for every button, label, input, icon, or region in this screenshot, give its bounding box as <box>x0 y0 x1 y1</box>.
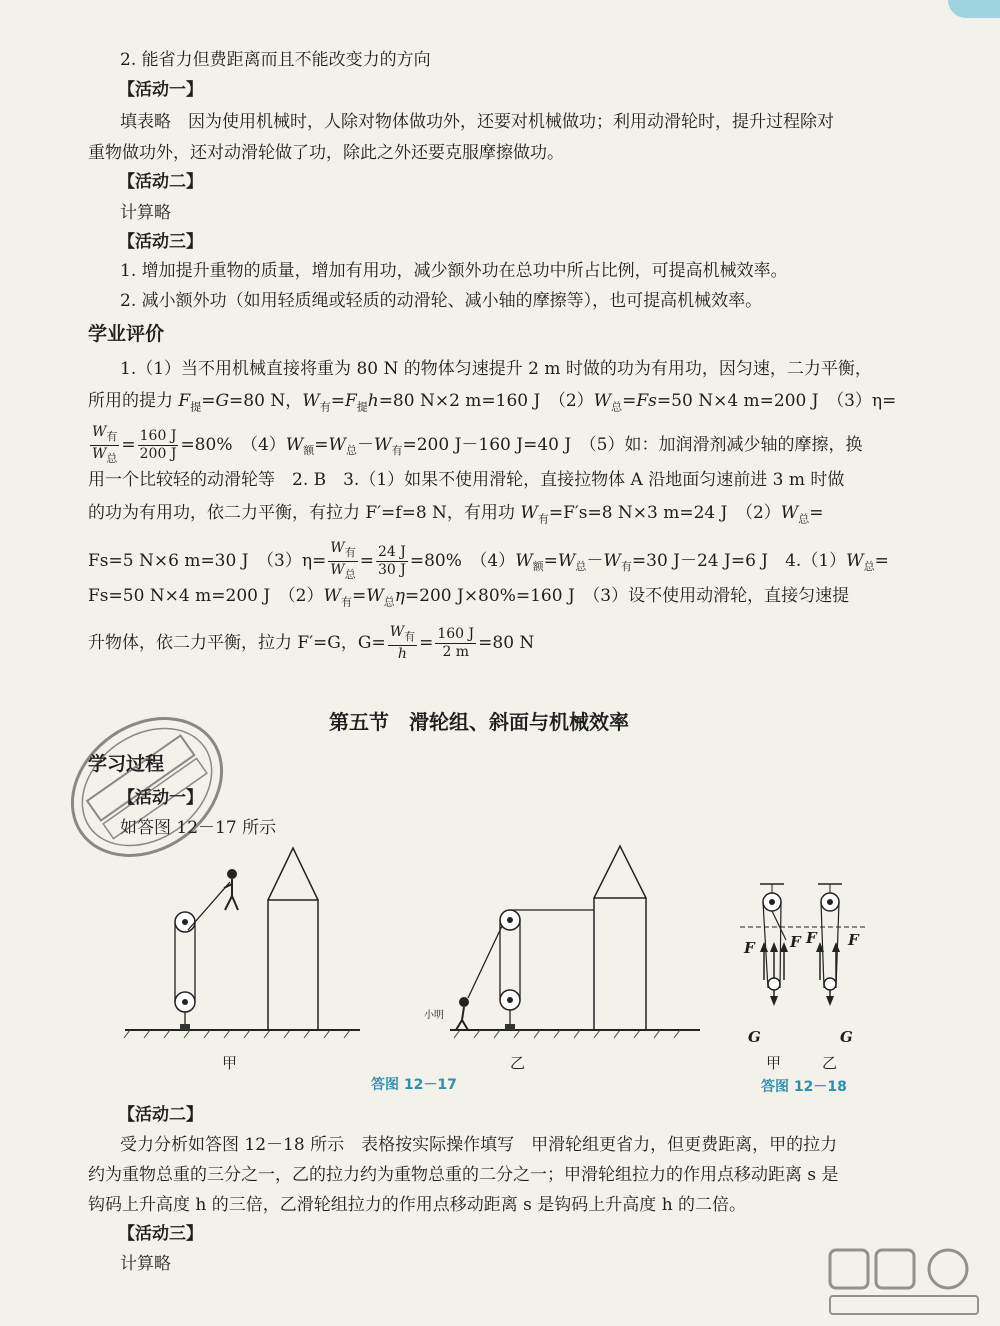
eval-l8-b: =80 N <box>478 632 535 653</box>
activity-1-line-1: 填表略 因为使用机械时，人除对物体做功外，还要对机械做功；利用动滑轮时，提升过程除对 <box>120 112 834 132</box>
eval-l7-a: Fs=50 N×4 m=200 J （2） <box>88 586 324 606</box>
page-corner-tab <box>948 0 1000 18</box>
section-activity-2-line-1: 受力分析如答图 12－18 所示 表格按实际操作填写 甲滑轮组更省力，但更费距离，甲的拉力 <box>120 1135 838 1155</box>
activity-2-heading: 【活动二】 <box>118 172 203 192</box>
section-activity-1-heading: 【活动一】 <box>118 788 203 808</box>
item-2-text: 2. 能省力但费距离而且不能改变力的方向 <box>120 50 431 70</box>
figure-12-18-label-jia: 甲 <box>766 1054 782 1072</box>
force-label-f-jia-right: F <box>790 933 801 951</box>
eval-l3-a: =80% （4） <box>180 434 286 455</box>
fraction-24-30: $\frac{24 J}{30 J}$ <box>377 543 406 578</box>
eval-line-4: 用一个比较轻的动滑轮等 2. B 3.（1）如果不使用滑轮，直接拉物体 A 沿地面匀速前进 3 m 时做 <box>88 470 845 490</box>
eval-l6-a: Fs=5 N×6 m=30 J （3）η= <box>88 550 327 571</box>
evaluation-heading: 学业评价 <box>88 323 165 345</box>
figure-label-xiaoming: 小明 <box>424 1010 444 1021</box>
eval-l7-b: =200 J×80%=160 J （3）设不使用动滑轮，直接匀速提 <box>404 586 850 606</box>
answer-site-watermark <box>824 1246 984 1320</box>
process-heading: 学习过程 <box>88 753 165 775</box>
section-activity-3-heading: 【活动三】 <box>118 1224 203 1244</box>
activity-3-item-2: 2. 减小额外功（如用轻质绳或轻质的动滑轮、减小轴的摩擦等），也可提高机械效率。 <box>120 291 763 311</box>
eval-l5-a: 的功为有用功，依二力平衡，有拉力 F′=f=8 N，有用功 <box>88 503 515 523</box>
figure-12-18-label-yi: 乙 <box>822 1054 838 1072</box>
gravity-label-g-yi: G <box>840 1028 853 1046</box>
fraction-160-2: $\frac{160 J}{2 m}$ <box>437 625 475 660</box>
eval-line-2: 所用的提力 $F_提=G=80$ N，$W_有=F_提h=80$ N×2 m=160 J $(2)W_总=Fs=50$ N×4 m=200 J （3）η= <box>88 391 897 414</box>
figure-label-jia: 甲 <box>222 1054 238 1072</box>
eval-l5-b: =F′s=8 N×3 m=24 J （2） <box>548 503 781 523</box>
eval-l2-b: =80 N， <box>229 391 303 411</box>
force-label-f-jia-left: F <box>744 939 755 957</box>
fraction-w-ratio-1: $\frac{W_有}{W_总}$ <box>92 424 118 465</box>
figure-label-yi: 乙 <box>510 1054 526 1072</box>
section-activity-2-line-3: 钩码上升高度 h 的三倍，乙滑轮组拉力的作用点移动距离 s 是钩码上升高度 h 的二倍。 <box>88 1195 747 1215</box>
eval-l8-a: 升物体，依二力平衡，拉力 F′=G，G= <box>88 632 386 653</box>
eval-line-7: Fs=50 N×4 m=200 J $(2)W_有=W_总\eta=200$ J×80%=160 J （3）设不使用动滑轮，直接匀速提 <box>88 586 850 609</box>
eval-line-1: 1.（1）当不用机械直接将重为 80 N 的物体匀速提升 2 m 时做的功为有用功，因匀速，二力平衡， <box>120 359 872 379</box>
figure-12-17-yi <box>440 840 700 1040</box>
force-label-f-yi-right: F <box>848 931 859 949</box>
section-activity-2-line-2: 约为重物总重的三分之一，乙的拉力约为重物总重的二分之一；甲滑轮组拉力的作用点移动距离 s 是 <box>88 1165 839 1185</box>
eval-line-3: $\frac{W_有}{W_总}$ = $\frac{160 J}{200 J}$ =80% $(4)W_额=W_总-W_有=200$ J－160 J=40 J （5）如：加润滑剂减少轴的摩擦，换 <box>92 424 863 465</box>
eval-l2-c: =80 N×2 m=160 J （2） <box>378 391 594 411</box>
caption-fig-12-18: 答图 12－18 <box>761 1079 847 1095</box>
activity-3-heading: 【活动三】 <box>118 232 203 252</box>
eval-line-6: Fs=5 N×6 m=30 J （3）η= $\frac{W_有}{W_总}$ = $\frac{24 J}{30 J}$ =80% $(4)W_额=W_总-W_有=30$ J－24 J=6 J $4.(1)W_总=$ <box>88 540 889 581</box>
section-activity-2-heading: 【活动二】 <box>118 1105 203 1125</box>
eval-l3-b: =200 J－160 J=40 J （5）如：加润滑剂减少轴的摩擦，换 <box>402 434 863 455</box>
eval-line-5: 的功为有用功，依二力平衡，有拉力 F′=f=8 N，有用功 $W_有=F's=8$ N×3 m=24 J $(2)W_总=$ <box>88 503 824 526</box>
activity-1-heading: 【活动一】 <box>118 80 203 100</box>
gravity-label-g-jia: G <box>748 1028 761 1046</box>
eval-l2-d: =50 N×4 m=200 J （3）η= <box>656 391 897 411</box>
caption-fig-12-17: 答图 12－17 <box>371 1077 457 1093</box>
fraction-160-200: $\frac{160 J}{200 J}$ <box>139 427 177 462</box>
activity-1-line-2: 重物做功外，还对动滑轮做了功，除此之外还要克服摩擦做功。 <box>88 143 564 163</box>
eval-line-8: 升物体，依二力平衡，拉力 F′=G，G= $\frac{W_有}{h}$ = $\frac{160 J}{2 m}$ =80 N <box>88 624 535 662</box>
activity-3-item-1: 1. 增加提升重物的质量，增加有用功，减少额外功在总功中所占比例，可提高机械效率。 <box>120 261 788 281</box>
eval-l6-b: =80% （4） <box>409 550 516 571</box>
force-label-f-yi-left: F <box>806 929 817 947</box>
eval-l2-a: 所用的提力 <box>88 391 173 411</box>
section-5-title: 第五节 滑轮组、斜面与机械效率 <box>329 710 629 734</box>
eval-l6-c: =30 J－24 J=6 J 4.（1） <box>631 550 847 571</box>
section-activity-3-text: 计算略 <box>120 1254 171 1274</box>
website-stamp-watermark <box>62 702 232 872</box>
activity-2-text: 计算略 <box>120 203 171 223</box>
fraction-w-over-h: $\frac{W_有}{h}$ <box>389 624 416 662</box>
fraction-w-ratio-2: $\frac{W_有}{W_总}$ <box>330 540 356 581</box>
section-activity-1-text: 如答图 12－17 所示 <box>120 818 277 838</box>
